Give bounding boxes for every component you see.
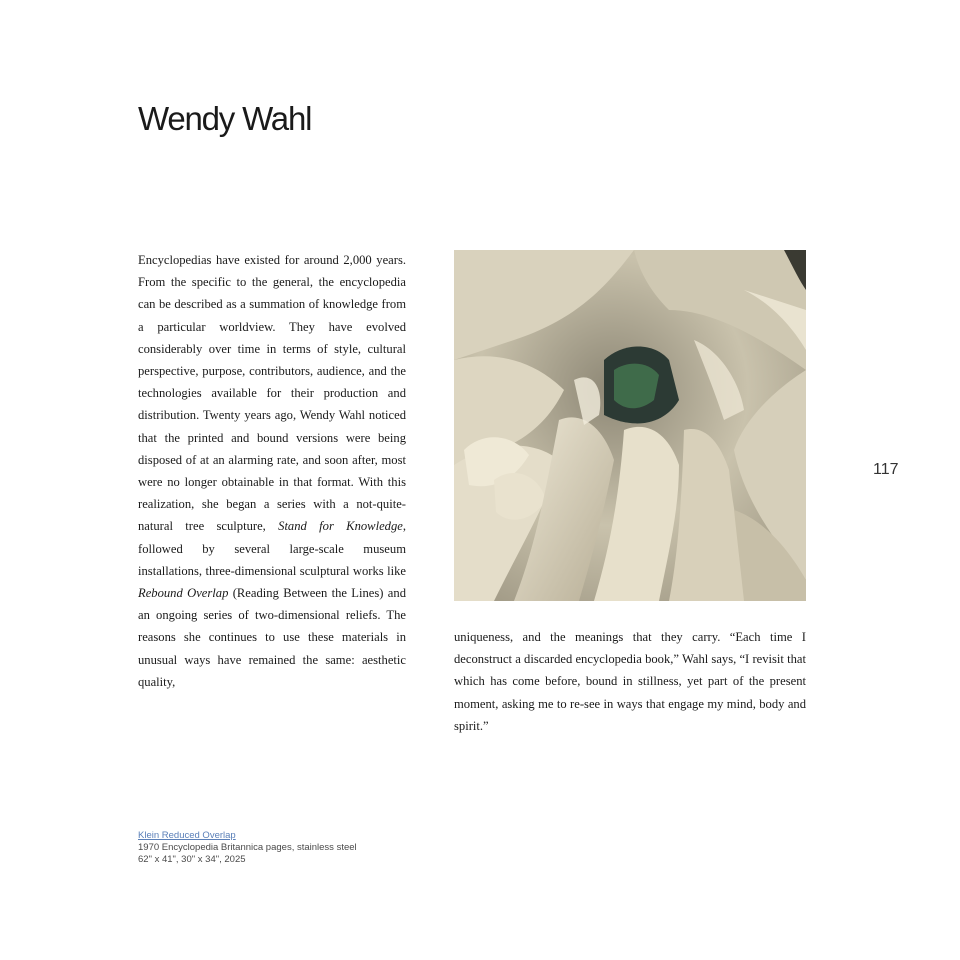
article-text-run: (Reading Between the Lines) and an ongoing series of two-dimensional reliefs. The reasons she continues to use these materials in unusual ways have remained the same: aesthetic quality, [138, 586, 406, 689]
article-text-run: , followed by several large-scale museum installations, three-dimensional sculptural works like [138, 519, 406, 578]
article-right-column [454, 626, 806, 737]
artwork-title: Stand for Knowledge [278, 519, 403, 534]
image-caption [138, 830, 438, 866]
page-number: 117 [873, 461, 899, 478]
article-right-text: uniqueness, and the meanings that they carry. “Each time I deconstruct a discarded encyclopedia book,” Wahl says, “I revisit that which has come before, bound in stillness, yet part of the present moment, asking me to re-see in ways that engage my mind, body and spirit.” [454, 630, 806, 733]
page-title: Wendy Wahl [138, 100, 312, 137]
caption-materials: 1970 Encyclopedia Britannica pages, stainless steel [138, 842, 357, 853]
caption-title[interactable]: Klein Reduced Overlap [138, 830, 236, 841]
artwork-title: Rebound Overlap [138, 586, 229, 601]
caption-dimensions: 62" x 41", 30" x 34", 2025 [138, 854, 246, 865]
article-text-run: Encyclopedias have existed for around 2,000 years. From the specific to the general, the encyclopedia can be described as a summation of knowledge from a particular worldview. They have evolved considerably over time in terms of style, cultural perspective, purpose, contributors, audience, and the technologies available for their production and distribution. Twenty years ago, Wendy Wahl noticed that the printed and bound versions were being disposed of at an alarming rate, and soon after, most were no longer obtainable in that format. With this realization, she began a series with a not-quite-natural tree sculpture, [138, 253, 406, 534]
article-left-text [138, 249, 406, 693]
article-left-column [138, 249, 406, 693]
sculpture-photo [454, 250, 806, 601]
